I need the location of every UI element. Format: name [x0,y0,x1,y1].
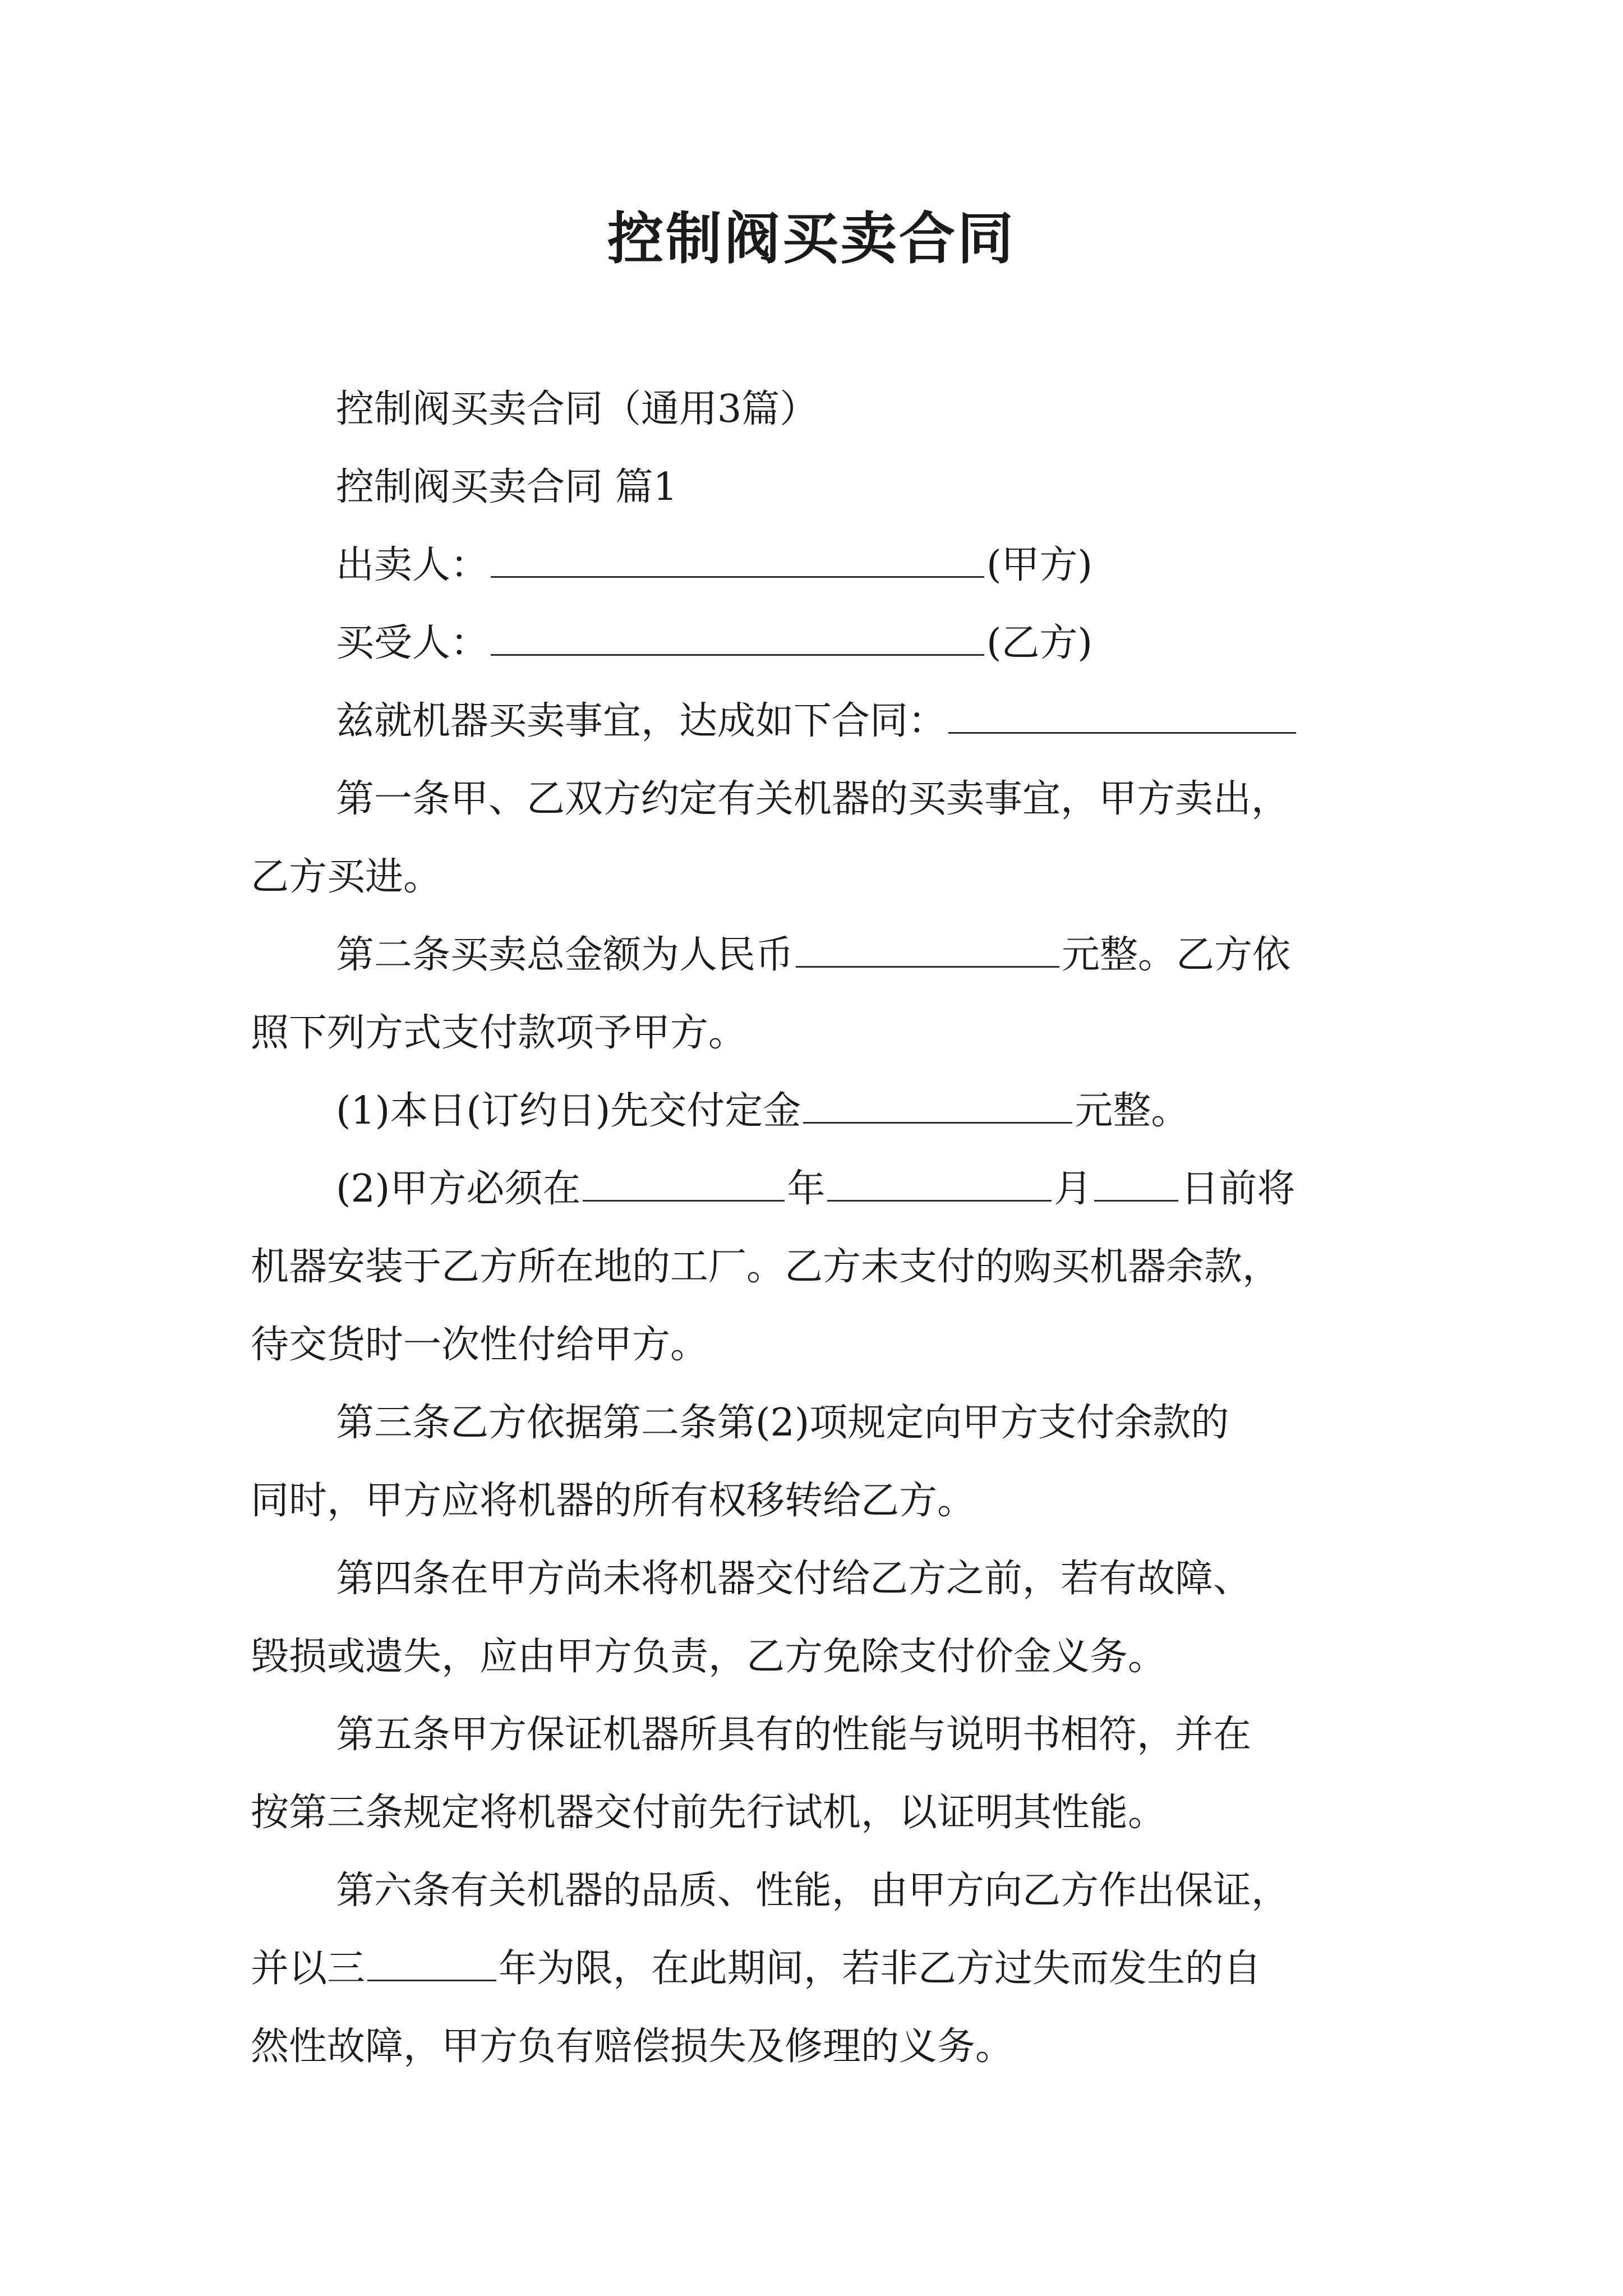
warranty-years-blank [367,1941,496,1981]
document-body [251,370,1384,2086]
item-2-text-b: 日前将 [1181,1167,1295,1211]
item-2-line-2: 机器安装于乙方所在地的工厂。乙方未支付的购买机器余款， [251,1245,1281,1289]
article-6-line-1: 第六条有关机器的品质、性能，由甲方向乙方作出保证， [336,1869,1290,1913]
buyer-blank [491,616,984,656]
page-title: 控制阀买卖合同 [607,205,1016,272]
article-3-line-1: 第三条乙方依据第二条第(2)项规定向甲方支付余款的 [336,1401,1229,1445]
item-2-year: 年 [787,1167,826,1211]
buyer-line [251,604,1384,682]
item-1-line [251,1072,1384,1150]
article-1-line-2: 乙方买进。 [251,855,442,899]
section-heading: 控制阀买卖合同 篇1 [336,465,677,509]
item-1-text-a: (1)本日(订约日)先交付定金 [336,1089,801,1133]
article-2-line-1 [251,916,1384,994]
article-4-line-1: 第四条在甲方尚未将机器交付给乙方之前，若有故障、 [336,1557,1252,1601]
item-1-text-b: 元整。 [1075,1089,1189,1133]
article-2-text-a: 第二条买卖总金额为人民币 [336,933,794,977]
article-6-line-2 [251,1930,1384,2008]
item-2-month: 月 [1054,1167,1092,1211]
article-4-line-2: 毁损或遗失，应由甲方负责，乙方免除支付价金义务。 [251,1635,1166,1679]
article-5-line-1: 第五条甲方保证机器所具有的性能与说明书相符，并在 [336,1713,1252,1757]
buyer-suffix: (乙方) [986,621,1093,665]
year-blank [583,1162,785,1202]
day-blank [1094,1162,1178,1202]
intro-blank [948,694,1296,734]
item-2-line-1 [251,1150,1384,1228]
item-2-text-a: (2)甲方必须在 [336,1167,581,1211]
article-6-text-b: 年为限，在此期间，若非乙方过失而发生的自 [499,1947,1262,1991]
article-3-line-2: 同时，甲方应将机器的所有权移转给乙方。 [251,1479,976,1523]
seller-line [251,526,1384,604]
intro-line [251,682,1384,760]
amount-blank [796,928,1059,968]
seller-suffix: (甲方) [986,543,1093,587]
article-5-line-2: 按第三条规定将机器交付前先行试机，以证明其性能。 [251,1791,1166,1835]
seller-label: 出卖人： [336,543,489,587]
buyer-label: 买受人： [336,621,489,665]
article-6-line-3: 然性故障，甲方负有赔偿损失及修理的义务。 [251,2024,1014,2069]
article-2-line-2: 照下列方式支付款项予甲方。 [251,1011,747,1055]
seller-blank [491,538,984,578]
intro-text: 兹就机器买卖事宜，达成如下合同： [336,699,947,743]
subtitle: 控制阀买卖合同（通用3篇） [336,387,818,431]
article-6-text-a: 并以三 [251,1947,366,1991]
deposit-blank [803,1084,1072,1124]
article-2-text-b: 元整。乙方依 [1062,933,1291,977]
item-2-line-3: 待交货时一次性付给甲方。 [251,1323,709,1367]
month-blank [827,1162,1052,1202]
article-1-line-1: 第一条甲、乙双方约定有关机器的买卖事宜，甲方卖出， [336,777,1290,821]
